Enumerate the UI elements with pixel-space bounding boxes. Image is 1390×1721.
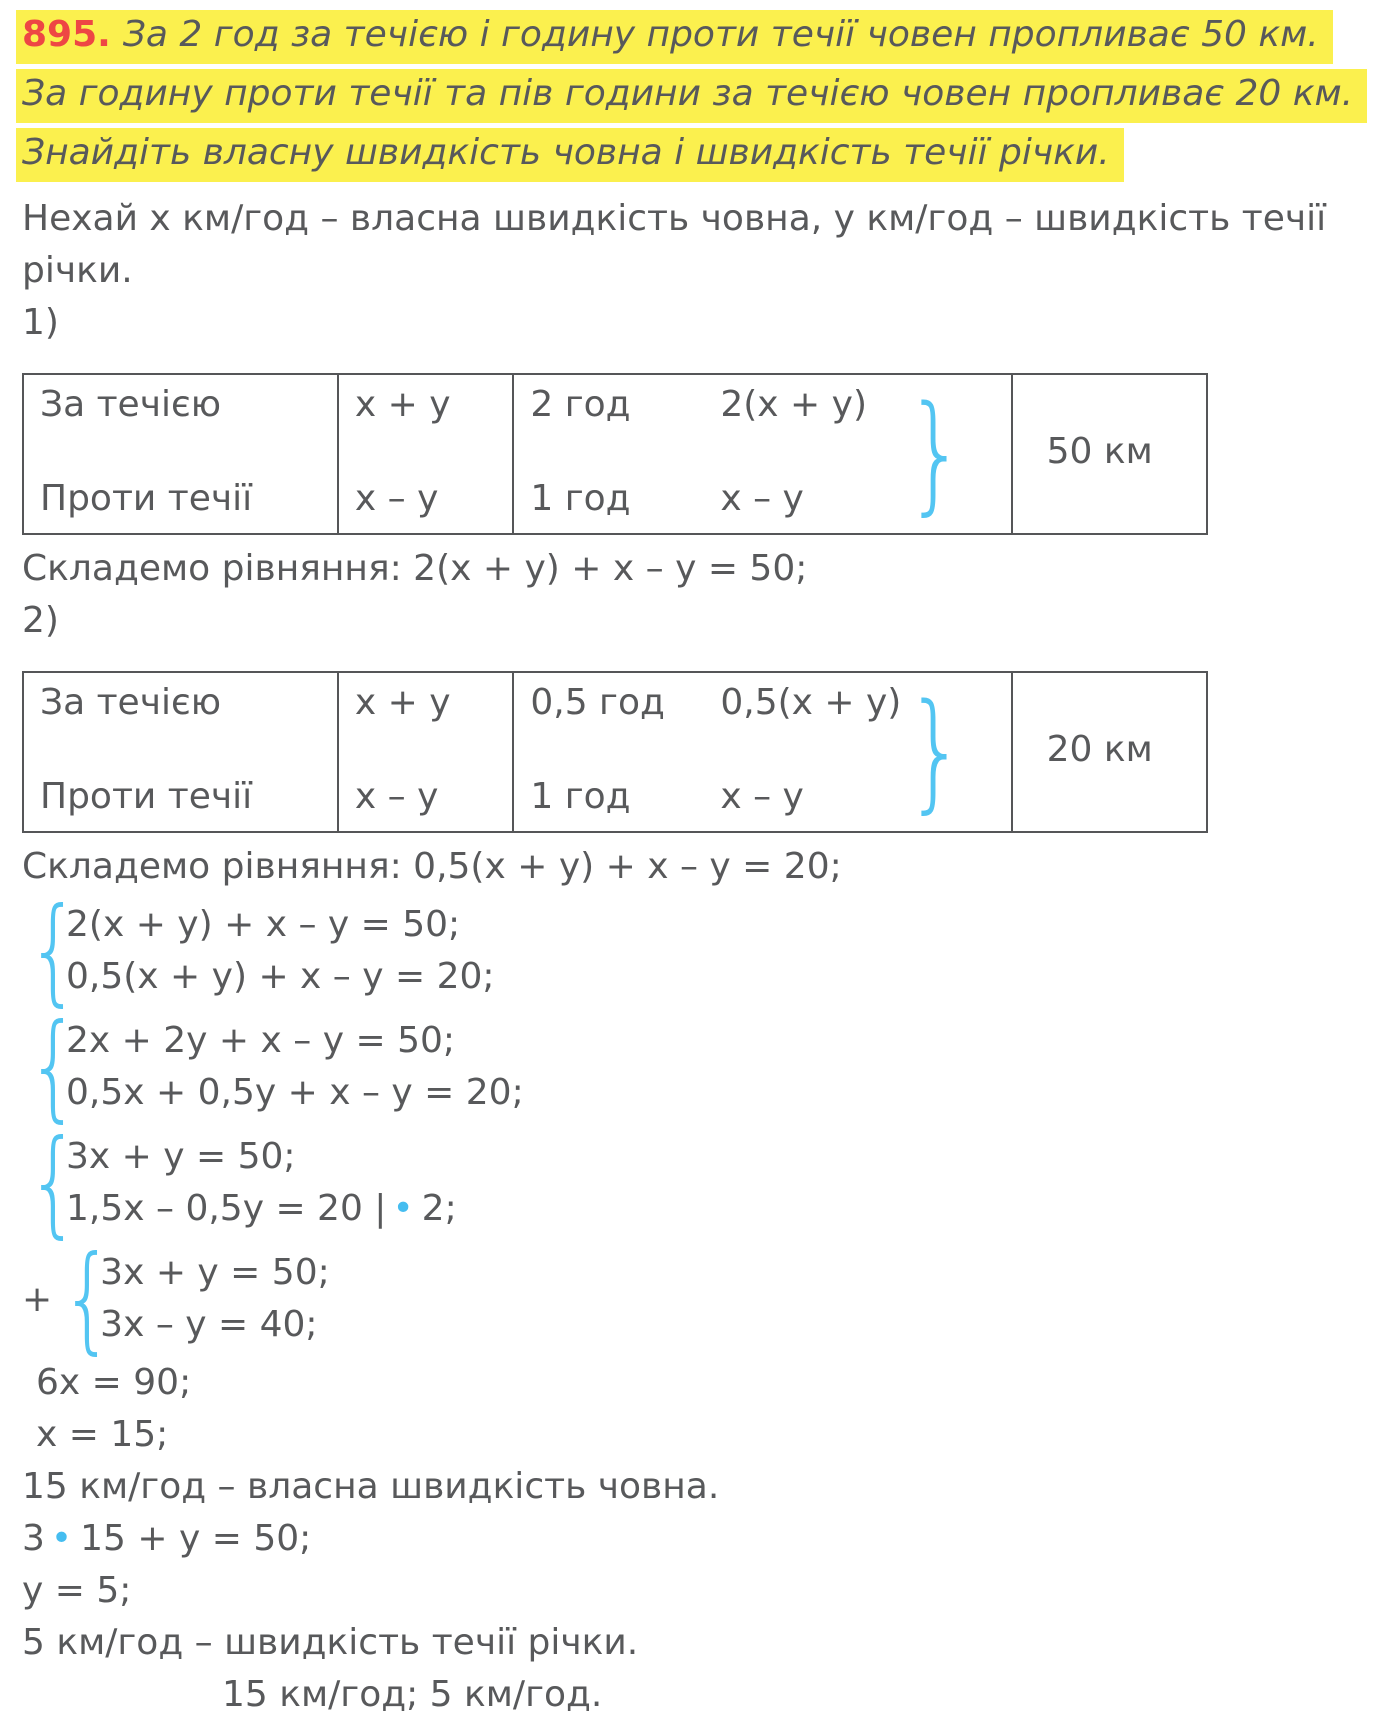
result-current-speed: 5 км/год – швидкість течії річки. bbox=[22, 1622, 639, 1663]
table2-col-total bbox=[1013, 673, 1206, 831]
intro-line-2: річки. bbox=[22, 250, 133, 291]
table2-mode-upstream: Проти течії bbox=[40, 776, 253, 817]
table1-col-mode bbox=[24, 375, 339, 533]
system2-line-1: 2x + 2y + x – y = 50; bbox=[66, 1020, 456, 1061]
table2-dist-downstream: 0,5(x + y) bbox=[720, 682, 902, 723]
step-substitute-rest: 15 + y = 50; bbox=[80, 1518, 312, 1559]
statement-text-2: За годину проти течії та пів години за течією човен пропливає 20 км. bbox=[22, 73, 1354, 114]
table1-speed-downstream: x + y bbox=[354, 384, 451, 425]
multiply-dot-icon: • bbox=[50, 1518, 73, 1559]
system1-line-2: 0,5(x + y) + x – y = 20; bbox=[66, 956, 495, 997]
multiply-dot-icon: • bbox=[392, 1188, 414, 1229]
system-brace-icon: { bbox=[27, 999, 81, 1134]
statement-text-1: За 2 год за течією і годину проти течії човен пропливає 50 км. bbox=[122, 14, 1319, 55]
sum-brace-icon: } bbox=[905, 379, 967, 528]
system-brace-icon: { bbox=[27, 1115, 81, 1250]
system3-line-2-factor: 2; bbox=[421, 1188, 457, 1229]
table1-speed-upstream: x – y bbox=[354, 478, 439, 519]
system-brace-icon: { bbox=[27, 883, 81, 1018]
final-answer: 15 км/год; 5 км/год. bbox=[222, 1674, 603, 1715]
problem-statement bbox=[22, 10, 1390, 187]
statement-text-3: Знайдіть власну швидкість човна і швидкість течії річки. bbox=[22, 132, 1110, 173]
part1-label: 1) bbox=[22, 302, 59, 343]
table2-dist-upstream: x – y bbox=[720, 776, 804, 817]
step-substitute-coef: 3 bbox=[22, 1518, 45, 1559]
system2-line-2: 0,5x + 0,5y + x – y = 20; bbox=[66, 1072, 524, 1113]
intro-line-1: Нехай x км/год – власна швидкість човна, y км/год – швидкість течії bbox=[22, 198, 1327, 239]
part2-label: 2) bbox=[22, 600, 59, 641]
equation-2: Складемо рівняння: 0,5(x + y) + x – y = 20; bbox=[22, 846, 842, 887]
system-4 bbox=[22, 1231, 1390, 1366]
table1-dist-downstream: 2(x + y) bbox=[720, 384, 867, 425]
equation-1: Складемо рівняння: 2(x + y) + x – y = 50; bbox=[22, 548, 808, 589]
table1-mode-upstream: Проти течії bbox=[40, 478, 253, 519]
table2-time-downstream: 0,5 год bbox=[530, 682, 665, 723]
system-3 bbox=[22, 1115, 1390, 1250]
table1-col-time-dist bbox=[514, 375, 1012, 533]
table1-mode-downstream: За течією bbox=[40, 384, 222, 425]
step-y5: y = 5; bbox=[22, 1570, 132, 1611]
step-substitute bbox=[22, 1513, 1390, 1565]
table2-speed-upstream: x – y bbox=[354, 776, 439, 817]
table2-total: 20 км bbox=[1046, 729, 1153, 770]
system3-line-2-text: 1,5x – 0,5y = 20 | bbox=[66, 1188, 387, 1229]
table1-time-upstream: 1 год bbox=[530, 478, 631, 519]
system1-line-1: 2(x + y) + x – y = 50; bbox=[66, 904, 461, 945]
step-x15: x = 15; bbox=[36, 1414, 169, 1455]
plus-sign: + bbox=[22, 1278, 53, 1320]
table2-time-upstream: 1 год bbox=[530, 776, 631, 817]
system-1 bbox=[22, 883, 1390, 1018]
table1-time-downstream: 2 год bbox=[530, 384, 631, 425]
table2-col-time-dist bbox=[514, 673, 1012, 831]
table-1 bbox=[22, 373, 1208, 535]
sum-brace-icon: } bbox=[905, 677, 967, 826]
system3-line-2 bbox=[66, 1183, 457, 1235]
system4-line-1: 3x + y = 50; bbox=[100, 1252, 330, 1293]
table2-mode-downstream: За течією bbox=[40, 682, 222, 723]
table1-col-total bbox=[1013, 375, 1206, 533]
table1-col-speed bbox=[339, 375, 514, 533]
system3-line-1: 3x + y = 50; bbox=[66, 1136, 296, 1177]
statement-line-2 bbox=[16, 69, 1367, 123]
problem-number: 895. bbox=[22, 14, 111, 55]
result-own-speed: 15 км/год – власна швидкість човна. bbox=[22, 1466, 720, 1507]
system4-line-2: 3x – y = 40; bbox=[100, 1304, 318, 1345]
table2-col-speed bbox=[339, 673, 514, 831]
table1-total: 50 км bbox=[1046, 431, 1153, 472]
step-6x: 6x = 90; bbox=[36, 1362, 192, 1403]
system-brace-icon: { bbox=[61, 1231, 115, 1366]
table-2 bbox=[22, 671, 1208, 833]
statement-line-1 bbox=[16, 10, 1333, 64]
table1-dist-upstream: x – y bbox=[720, 478, 804, 519]
system-2 bbox=[22, 999, 1390, 1134]
statement-line-3 bbox=[16, 128, 1124, 182]
table2-speed-downstream: x + y bbox=[354, 682, 451, 723]
table2-col-mode bbox=[24, 673, 339, 831]
